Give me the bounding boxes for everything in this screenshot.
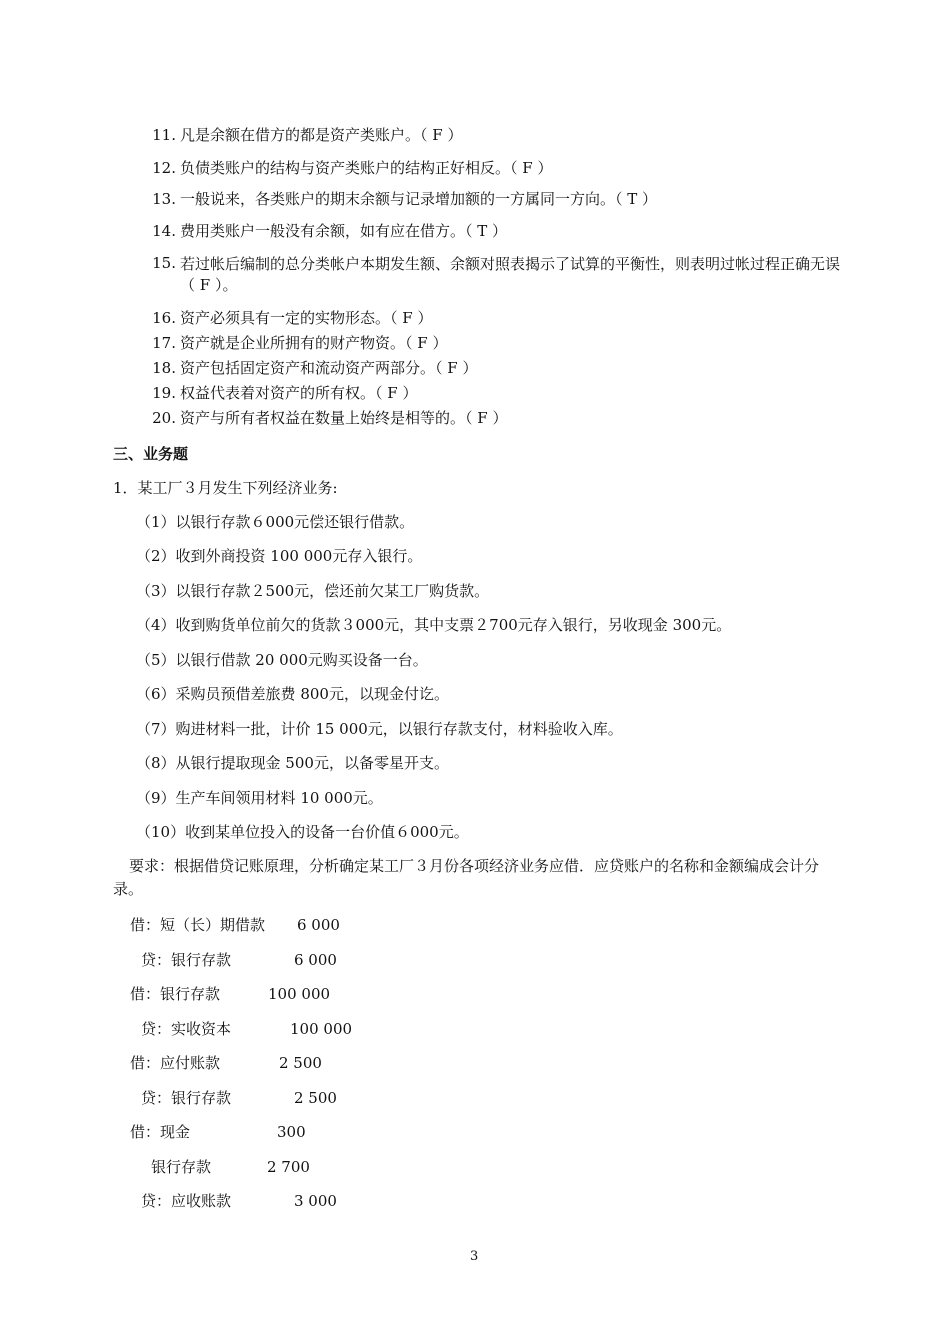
tf-item [144, 126, 462, 144]
journal-entry-amount: 2 700 [267, 1158, 310, 1176]
problem-intro: 1．某工厂３月发生下列经济业务: [113, 479, 338, 497]
tf-item-text: 负债类账户的结构与资产类账户的结构正好相反。（ F ） [180, 159, 553, 177]
tf-item [144, 334, 447, 352]
tf-item-number: 13. [152, 190, 176, 208]
journal-entry-label: 银行存款 [151, 1158, 212, 1176]
tf-item-number: 20. [152, 409, 176, 427]
tf-item [144, 359, 477, 377]
tf-item-number: 15. [152, 254, 176, 272]
transaction-item: （6）采购员预借差旅费 800元，以现金付讫。 [136, 685, 449, 703]
transaction-item: （8）从银行提取现金 500元，以备零星开支。 [136, 754, 449, 772]
tf-item [144, 409, 507, 427]
journal-entry-label: 借：短（长）期借款 [130, 916, 266, 934]
tf-item-number: 14. [152, 222, 176, 240]
tf-item [144, 309, 432, 327]
journal-entry-label: 贷：应收账款 [141, 1192, 232, 1210]
transaction-item: （1）以银行存款６000元偿还银行借款。 [136, 513, 415, 531]
transaction-item: （9）生产车间领用材料 10 000元。 [136, 789, 383, 807]
tf-item-text: 资产包括固定资产和流动资产两部分。（ F ） [180, 359, 478, 377]
tf-item-text: 凡是余额在借方的都是资产类账户。（ F ） [180, 126, 463, 144]
transaction-item: （7）购进材料一批，计价 15 000元，以银行存款支付，材料验收入库。 [136, 720, 623, 738]
tf-item-number: 18. [152, 359, 176, 377]
tf-item-text: 若过帐后编制的总分类帐户本期发生额、余额对照表揭示了试算的平衡性，则表明过帐过程正确无误（ F ）。 [180, 255, 841, 294]
journal-entry-label: 贷：银行存款 [141, 1089, 232, 1107]
tf-item-text: 资产就是企业所拥有的财产物资。（ F ） [180, 334, 448, 352]
journal-entry-amount: 6 000 [294, 951, 337, 969]
tf-item [144, 254, 842, 296]
journal-entry-label: 借：银行存款 [130, 985, 221, 1003]
transaction-item: （4）收到购货单位前欠的货款３000元，其中支票２700元存入银行，另收现金 300元。 [136, 616, 732, 634]
tf-item [144, 222, 507, 240]
journal-entry-amount: 6 000 [297, 916, 340, 934]
section-heading: 三、业务题 [113, 445, 189, 463]
tf-item-number: 12. [152, 159, 176, 177]
tf-item-text: 资产必须具有一定的实物形态。（ F ） [180, 309, 433, 327]
transaction-item: （10）收到某单位投入的设备一台价值６000元。 [136, 823, 469, 841]
tf-item-number: 19. [152, 384, 176, 402]
journal-entry-amount: 2 500 [279, 1054, 322, 1072]
page-number: 3 [470, 1249, 479, 1264]
tf-item [144, 159, 552, 177]
journal-entry-label: 贷：银行存款 [141, 951, 232, 969]
journal-entry-amount: 100 000 [268, 985, 331, 1003]
transaction-item: （3）以银行存款２500元，偿还前欠某工厂购货款。 [136, 582, 490, 600]
tf-item [144, 190, 657, 208]
requirement-paragraph: 要求：根据借贷记账原理，分析确定某工厂３月份各项经济业务应借．应贷账户的名称和金额编成会计分录。 [113, 857, 820, 898]
journal-entry-label: 借：现金 [130, 1123, 191, 1141]
journal-entry-label: 借：应付账款 [130, 1054, 221, 1072]
transaction-item: （2）收到外商投资 100 000元存入银行。 [136, 547, 423, 565]
journal-entry-amount: 100 000 [290, 1020, 353, 1038]
journal-entry-amount: 300 [277, 1123, 306, 1141]
tf-item-number: 11. [152, 126, 176, 144]
journal-entry-label: 贷：实收资本 [141, 1020, 232, 1038]
tf-item-text: 权益代表着对资产的所有权。（ F ） [180, 384, 418, 402]
tf-item-number: 17. [152, 334, 176, 352]
tf-item [144, 384, 417, 402]
tf-item-number: 16. [152, 309, 176, 327]
transaction-item: （5）以银行借款 20 000元购买设备一台。 [136, 651, 428, 669]
tf-item-text: 资产与所有者权益在数量上始终是相等的。（ F ） [180, 409, 508, 427]
journal-entry-amount: 3 000 [294, 1192, 337, 1210]
tf-item-text: 费用类账户一般没有余额，如有应在借方。（ T ） [180, 222, 508, 240]
journal-entry-amount: 2 500 [294, 1089, 337, 1107]
tf-item-text: 一般说来，各类账户的期末余额与记录增加额的一方属同一方向。（ T ） [180, 190, 658, 208]
